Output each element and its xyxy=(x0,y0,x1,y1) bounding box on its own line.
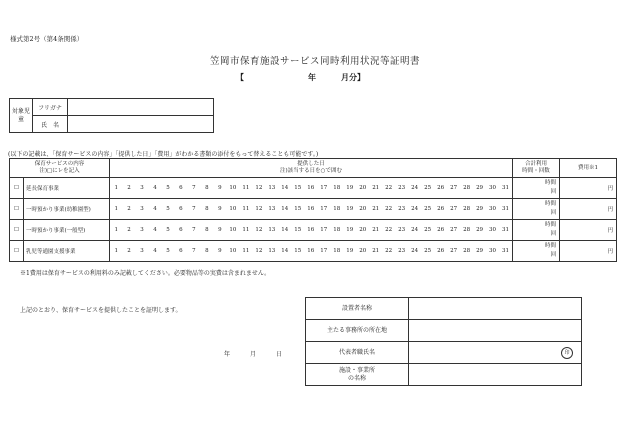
day-cell[interactable]: 13 xyxy=(265,241,278,262)
day-cell[interactable]: 3 xyxy=(135,199,148,220)
day-cell[interactable]: 16 xyxy=(304,178,317,199)
day-cell[interactable]: 11 xyxy=(239,178,252,199)
day-cell[interactable]: 25 xyxy=(421,241,434,262)
day-cell[interactable]: 28 xyxy=(460,178,473,199)
day-cell[interactable]: 16 xyxy=(304,199,317,220)
day-cell[interactable]: 12 xyxy=(252,199,265,220)
day-cell[interactable]: 20 xyxy=(356,178,369,199)
day-cell[interactable]: 15 xyxy=(291,178,304,199)
day-cell[interactable]: 20 xyxy=(356,199,369,220)
day-cell[interactable]: 6 xyxy=(174,220,187,241)
day-cell[interactable]: 3 xyxy=(135,241,148,262)
period-month-label: 月分】 xyxy=(341,72,365,82)
day-cell[interactable]: 1 xyxy=(110,220,123,241)
facility-label: 設置者名称 xyxy=(306,298,409,320)
day-cell[interactable]: 15 xyxy=(291,241,304,262)
facility-label: 施設・事業所 の名称 xyxy=(306,364,409,386)
day-cell[interactable]: 16 xyxy=(304,220,317,241)
day-cell[interactable]: 14 xyxy=(278,178,291,199)
furigana-field[interactable] xyxy=(68,99,214,116)
day-cell[interactable]: 12 xyxy=(252,178,265,199)
services-header-total-sub: 時間・回数 xyxy=(522,168,550,174)
furigana-label: フリガナ xyxy=(33,99,68,116)
fee-cell[interactable]: 円 xyxy=(560,241,617,262)
service-row xyxy=(10,220,617,241)
day-cell[interactable]: 6 xyxy=(174,241,187,262)
day-cell[interactable]: 12 xyxy=(252,220,265,241)
times-unit: 回 xyxy=(550,231,556,237)
day-cell[interactable]: 7 xyxy=(187,199,200,220)
day-cell[interactable]: 9 xyxy=(213,199,226,220)
day-cell[interactable]: 26 xyxy=(434,199,447,220)
day-cell[interactable]: 5 xyxy=(161,199,174,220)
times-unit: 回 xyxy=(550,252,556,258)
facility-row xyxy=(306,320,582,342)
service-name: 一時預かり事業(一般型) xyxy=(24,220,110,241)
day-cell[interactable]: 2 xyxy=(123,199,136,220)
name-label: 氏 名 xyxy=(33,116,68,133)
day-cell[interactable]: 19 xyxy=(343,241,356,262)
day-cell[interactable]: 2 xyxy=(123,178,136,199)
service-checkbox[interactable]: ☐ xyxy=(10,199,24,220)
facility-field[interactable] xyxy=(409,298,582,320)
service-name: 延長保育事業 xyxy=(24,178,110,199)
day-cell[interactable]: 8 xyxy=(200,220,213,241)
times-unit: 回 xyxy=(550,189,556,195)
day-cell[interactable]: 20 xyxy=(356,241,369,262)
fee-cell[interactable]: 円 xyxy=(560,199,617,220)
times-unit: 回 xyxy=(550,210,556,216)
day-cell[interactable]: 10 xyxy=(226,178,239,199)
service-row xyxy=(10,241,617,262)
day-cell[interactable]: 27 xyxy=(447,220,460,241)
day-cell[interactable]: 28 xyxy=(460,241,473,262)
day-cell[interactable]: 18 xyxy=(330,178,343,199)
day-cell[interactable]: 8 xyxy=(200,178,213,199)
total-usage-cell[interactable] xyxy=(513,178,560,199)
day-cell[interactable]: 13 xyxy=(265,220,278,241)
day-cell[interactable]: 8 xyxy=(200,199,213,220)
day-cell[interactable]: 11 xyxy=(239,220,252,241)
day-cell[interactable]: 26 xyxy=(434,241,447,262)
day-cell[interactable]: 6 xyxy=(174,178,187,199)
day-cell[interactable]: 3 xyxy=(135,178,148,199)
day-cell[interactable]: 11 xyxy=(239,199,252,220)
day-cell[interactable]: 29 xyxy=(473,178,486,199)
day-cell[interactable]: 10 xyxy=(226,220,239,241)
service-row xyxy=(10,178,617,199)
fee-cell[interactable]: 円 xyxy=(560,220,617,241)
day-cell[interactable]: 1 xyxy=(110,199,123,220)
day-cell[interactable]: 25 xyxy=(421,220,434,241)
day-cell[interactable]: 15 xyxy=(291,199,304,220)
day-cell[interactable]: 31 xyxy=(499,220,512,241)
day-cell[interactable]: 15 xyxy=(291,220,304,241)
day-cell[interactable]: 1 xyxy=(110,241,123,262)
day-cell[interactable]: 31 xyxy=(499,199,512,220)
day-cell[interactable]: 18 xyxy=(330,199,343,220)
services-table xyxy=(9,158,617,262)
date-year-label: 年 xyxy=(224,351,231,358)
day-cell[interactable]: 21 xyxy=(369,241,382,262)
hours-unit: 時間 xyxy=(544,201,556,207)
day-cell[interactable]: 27 xyxy=(447,178,460,199)
day-cell[interactable]: 25 xyxy=(421,178,434,199)
day-cell[interactable]: 11 xyxy=(239,241,252,262)
day-cell[interactable]: 19 xyxy=(343,199,356,220)
day-cell[interactable]: 23 xyxy=(395,220,408,241)
page-title: 笠岡市保育施設サービス同時利用状況等証明書 xyxy=(209,56,420,67)
services-header-days-sub: 注)該当する日を○で囲む xyxy=(280,168,342,174)
day-cell[interactable]: 7 xyxy=(187,178,200,199)
day-cell[interactable]: 6 xyxy=(174,199,187,220)
fee-note: ※1費用は保育サービスの利用料のみ記載してください。必要物品等の実費は含まれません。 xyxy=(20,270,271,277)
day-cell[interactable]: 21 xyxy=(369,220,382,241)
form-number: 様式第2号（第4条関係） xyxy=(10,35,84,43)
facility-label: 代表者職氏名 xyxy=(306,342,409,364)
services-header-fee: 費用※1 xyxy=(560,159,617,178)
total-usage-cell[interactable] xyxy=(513,241,560,262)
hours-unit: 時間 xyxy=(544,222,556,228)
period-year-label: 年 xyxy=(308,72,316,82)
day-cell[interactable]: 9 xyxy=(213,241,226,262)
day-cell[interactable]: 29 xyxy=(473,199,486,220)
seal-mark: 印 xyxy=(561,347,573,359)
day-cell[interactable]: 9 xyxy=(213,220,226,241)
day-cell[interactable]: 3 xyxy=(135,220,148,241)
day-cell[interactable]: 8 xyxy=(200,241,213,262)
target-child-table xyxy=(9,98,214,133)
day-cell[interactable]: 22 xyxy=(382,241,395,262)
day-cell[interactable]: 18 xyxy=(330,220,343,241)
day-cell[interactable]: 14 xyxy=(278,220,291,241)
day-cell[interactable]: 4 xyxy=(148,199,161,220)
day-cell[interactable]: 30 xyxy=(486,178,499,199)
day-cell[interactable]: 28 xyxy=(460,220,473,241)
facility-row xyxy=(306,364,582,386)
day-cell[interactable]: 1 xyxy=(110,178,123,199)
day-cell[interactable]: 9 xyxy=(213,178,226,199)
day-cell[interactable]: 26 xyxy=(434,178,447,199)
day-cell[interactable]: 7 xyxy=(187,220,200,241)
certification-statement: 上記のとおり、保育サービスを提供したことを証明します。 xyxy=(20,307,182,314)
day-cell[interactable]: 31 xyxy=(499,178,512,199)
day-cell[interactable]: 30 xyxy=(486,220,499,241)
services-header-total xyxy=(513,159,560,178)
day-cell[interactable]: 21 xyxy=(369,178,382,199)
day-cell[interactable]: 17 xyxy=(317,178,330,199)
day-cell[interactable]: 23 xyxy=(395,241,408,262)
day-cell[interactable]: 26 xyxy=(434,220,447,241)
day-cell[interactable]: 7 xyxy=(187,241,200,262)
day-cell[interactable]: 4 xyxy=(148,178,161,199)
services-header-content-sub: 注)□にレを記入 xyxy=(39,168,80,174)
day-cell[interactable]: 28 xyxy=(460,199,473,220)
day-cell[interactable]: 30 xyxy=(486,241,499,262)
target-child-header: 対象児童 xyxy=(10,99,33,133)
date-month-label: 月 xyxy=(250,351,257,358)
day-cell[interactable]: 22 xyxy=(382,199,395,220)
day-cell[interactable]: 21 xyxy=(369,199,382,220)
day-cell[interactable]: 19 xyxy=(343,178,356,199)
day-cell[interactable]: 17 xyxy=(317,241,330,262)
date-day-label: 日 xyxy=(276,351,283,358)
facility-table xyxy=(305,297,582,386)
day-cell[interactable]: 10 xyxy=(226,199,239,220)
day-cell[interactable]: 14 xyxy=(278,241,291,262)
day-cell[interactable]: 17 xyxy=(317,220,330,241)
hours-unit: 時間 xyxy=(544,180,556,186)
day-cell[interactable]: 24 xyxy=(408,178,421,199)
day-cell[interactable]: 31 xyxy=(499,241,512,262)
day-cell[interactable]: 22 xyxy=(382,220,395,241)
day-cell[interactable]: 19 xyxy=(343,220,356,241)
day-cell[interactable]: 27 xyxy=(447,241,460,262)
day-cell[interactable]: 12 xyxy=(252,241,265,262)
day-cell[interactable]: 14 xyxy=(278,199,291,220)
day-cell[interactable]: 16 xyxy=(304,241,317,262)
day-cell[interactable]: 5 xyxy=(161,220,174,241)
day-cell[interactable]: 5 xyxy=(161,178,174,199)
day-cell[interactable]: 30 xyxy=(486,199,499,220)
day-cell[interactable]: 24 xyxy=(408,241,421,262)
day-cell[interactable]: 5 xyxy=(161,241,174,262)
facility-field[interactable] xyxy=(409,320,582,342)
day-cell[interactable]: 10 xyxy=(226,241,239,262)
facility-field[interactable] xyxy=(409,342,582,364)
services-header-total-label: 合計利用 xyxy=(524,161,547,167)
day-cell[interactable]: 29 xyxy=(473,241,486,262)
day-cell[interactable]: 23 xyxy=(395,199,408,220)
day-cell[interactable]: 27 xyxy=(447,199,460,220)
day-cell[interactable]: 17 xyxy=(317,199,330,220)
service-checkbox[interactable]: ☐ xyxy=(10,178,24,199)
fee-cell[interactable]: 円 xyxy=(560,178,617,199)
period-bracket-open: 【 xyxy=(236,72,244,82)
services-header-content-label: 保育サービスの内容 xyxy=(34,161,85,167)
day-cell[interactable]: 2 xyxy=(123,220,136,241)
service-checkbox[interactable]: ☐ xyxy=(10,241,24,262)
services-header-days-label: 提供した日 xyxy=(297,161,325,167)
day-cell[interactable]: 24 xyxy=(408,199,421,220)
service-row xyxy=(10,199,617,220)
services-header-days xyxy=(110,159,513,178)
day-cell[interactable]: 29 xyxy=(473,220,486,241)
day-cell[interactable]: 20 xyxy=(356,220,369,241)
day-cell[interactable]: 18 xyxy=(330,241,343,262)
facility-field[interactable] xyxy=(409,364,582,386)
facility-row xyxy=(306,298,582,320)
total-usage-cell[interactable] xyxy=(513,199,560,220)
day-cell[interactable]: 24 xyxy=(408,220,421,241)
service-checkbox[interactable]: ☐ xyxy=(10,220,24,241)
facility-label: 主たる事務所の所在地 xyxy=(306,320,409,342)
day-cell[interactable]: 4 xyxy=(148,220,161,241)
day-cell[interactable]: 4 xyxy=(148,241,161,262)
facility-row xyxy=(306,342,582,364)
day-cell[interactable]: 25 xyxy=(421,199,434,220)
attachment-note: (以下の記載は、「保育サービスの内容」「提供した日」「費用」がわかる書類の添付をもって替えることも可能です。) xyxy=(8,151,319,158)
day-cell[interactable]: 22 xyxy=(382,178,395,199)
day-cell[interactable]: 23 xyxy=(395,178,408,199)
service-name: 一時預かり事業(幼稚園型) xyxy=(24,199,110,220)
hours-unit: 時間 xyxy=(544,243,556,249)
service-name: 乳児等通園支援事業 xyxy=(24,241,110,262)
total-usage-cell[interactable] xyxy=(513,220,560,241)
name-field[interactable] xyxy=(68,116,214,133)
day-cell[interactable]: 13 xyxy=(265,178,278,199)
services-header-content xyxy=(10,159,110,178)
day-cell[interactable]: 13 xyxy=(265,199,278,220)
day-cell[interactable]: 2 xyxy=(123,241,136,262)
